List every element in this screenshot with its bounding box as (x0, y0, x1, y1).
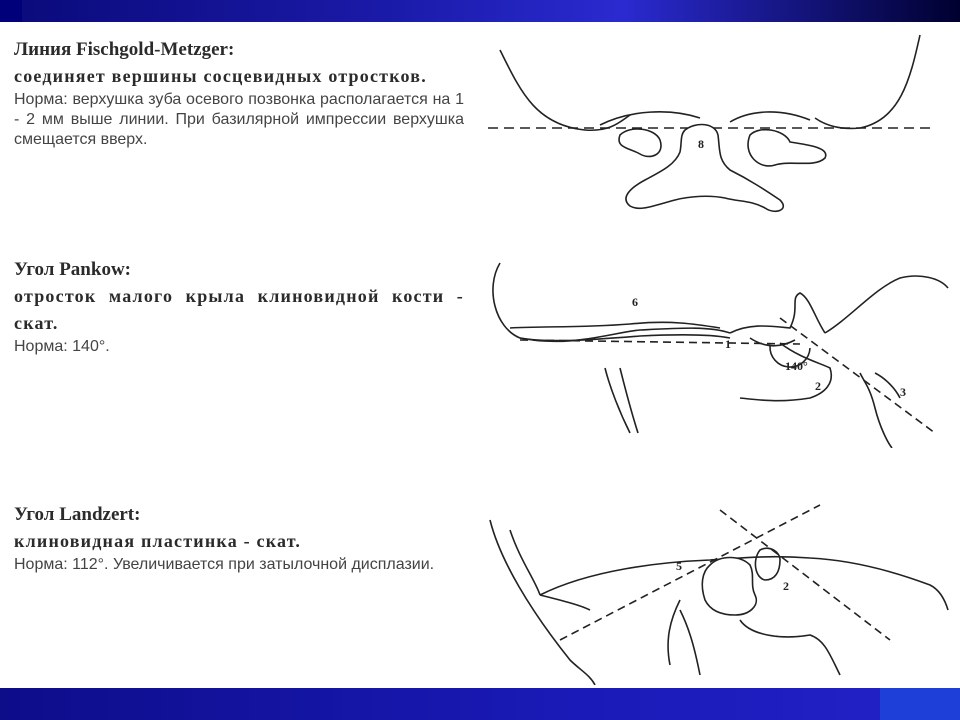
section-title: Линия Fischgold-Metzger: (14, 39, 235, 60)
label-3: 3 (900, 385, 906, 399)
label-6: 6 (632, 295, 638, 309)
section-subtitle: соединяет вершины сосцевидных отростков. (14, 66, 427, 86)
landzert-diagram (480, 500, 950, 685)
bottom-bar-square (880, 688, 960, 720)
label-1: 1 (725, 337, 731, 351)
fischgold-diagram (480, 30, 950, 220)
top-bar (0, 0, 960, 22)
section-note: Норма: 140°. (14, 338, 110, 355)
label-2: 2 (815, 379, 821, 393)
section-subtitle: отросток малого крыла клиновидной кости - скат. (14, 286, 464, 333)
label-5: 5 (676, 559, 682, 573)
section-pankow (14, 258, 464, 357)
pankow-diagram (480, 248, 950, 448)
label-angle: 140° (785, 359, 808, 373)
section-note: Норма: верхушка зуба осевого позвонка располагается на 1 - 2 мм выше линии. При базилярной импрессии верхушка смещается вверх. (14, 91, 464, 148)
section-landzert (14, 503, 464, 575)
top-bar-square (0, 0, 22, 22)
bottom-bar (0, 688, 960, 720)
section-title: Угол Landzert: (14, 504, 141, 525)
section-subtitle: клиновидная пластинка - скат. (14, 531, 302, 551)
label-8: 8 (698, 137, 704, 151)
section-fischgold (14, 38, 464, 150)
section-title: Угол Pankow: (14, 259, 131, 280)
section-note: Норма: 112°. Увеличивается при затылочной дисплазии. (14, 556, 435, 573)
label-2b: 2 (783, 579, 789, 593)
